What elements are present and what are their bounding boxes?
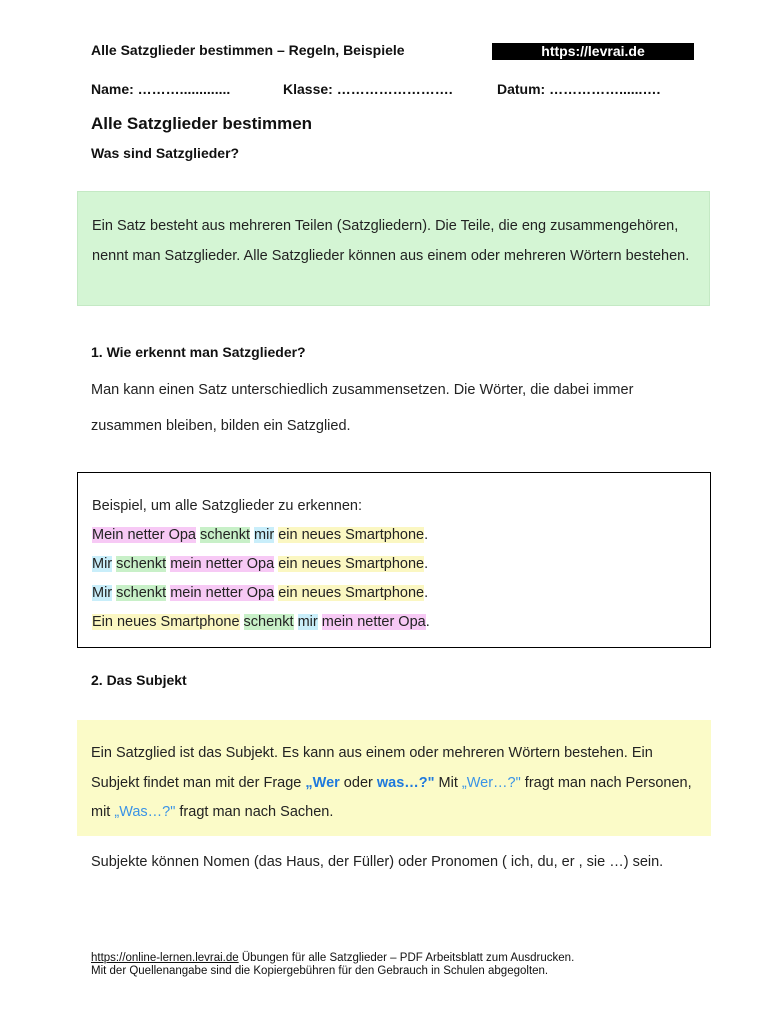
satzglied-green: schenkt [116, 556, 167, 572]
footer-line1: Übungen für alle Satzglieder – PDF Arbeitsblatt zum Ausdrucken. [238, 952, 575, 964]
question-was-example: „Was…?" [114, 804, 176, 820]
satzglied-green: schenkt [243, 614, 294, 630]
question-was: was…?" [376, 774, 435, 791]
satzglied-pink: Mein netter Opa [92, 527, 196, 543]
satzglied-yellow: ein neues Smartphone [278, 556, 425, 572]
satzglied-blue: Mir [92, 585, 113, 601]
separator: . [424, 527, 429, 543]
satzglied-green: schenkt [200, 527, 250, 543]
subject-box [77, 720, 711, 836]
separator: . [424, 556, 429, 572]
subject-text: Subjekte können Nomen (das Haus, der Füller) oder Pronomen ( ich, du, er , sie …) sein. [91, 854, 664, 870]
example-line [92, 556, 428, 572]
name-field: Name: ………............. [91, 81, 231, 97]
page-title: Alle Satzglieder bestimmen [91, 114, 313, 133]
satzglied-blue: mir [297, 614, 318, 630]
intro-text: Ein Satz besteht aus mehreren Teilen (Satzgliedern). Die Teile, die eng zusammengehören, nennt man Satzglieder. Alle Satzglieder können aus einem oder mehreren Wörtern bestehen. [92, 218, 690, 264]
separator [294, 614, 298, 630]
subject-text-part: oder [339, 774, 377, 791]
header-url-badge[interactable]: https://levrai.de [492, 43, 694, 60]
example-line [92, 614, 430, 630]
page-subtitle: Was sind Satzglieder? [91, 145, 240, 161]
satzglied-green: schenkt [116, 585, 167, 601]
klasse-field: Klasse: ……………………. [283, 81, 453, 97]
satzglied-pink: mein netter Opa [170, 585, 275, 601]
section-2-heading: 2. Das Subjekt [91, 672, 187, 688]
example-line [92, 527, 428, 543]
question-wer: „Wer [305, 774, 340, 791]
datum-field: Datum: ……………......…. [497, 81, 661, 97]
section-1-text: Man kann einen Satz unterschiedlich zusammensetzen. Die Wörter, die dabei immer zusammen bleiben, bilden ein Satzglied. [91, 382, 634, 434]
satzglied-pink: mein netter Opa [170, 556, 275, 572]
satzglied-blue: Mir [92, 556, 113, 572]
subject-box-text [91, 739, 701, 828]
satzglied-pink: mein netter Opa [321, 614, 426, 630]
satzglied-blue: mir [254, 527, 275, 543]
question-wer-example: „Wer…?" [461, 774, 521, 791]
satzglied-yellow: ein neues Smartphone [278, 527, 425, 543]
example-box [77, 472, 711, 648]
intro-box [77, 191, 710, 306]
subject-text-part: Mit [434, 774, 462, 791]
separator: . [425, 614, 430, 630]
subject-text-part: fragt man nach Sachen. [175, 804, 334, 820]
example-line [92, 585, 428, 601]
footer [91, 952, 574, 978]
subject-text-part: fragt man nach Personen, mit [91, 774, 692, 820]
footer-line2: Mit der Quellenangabe sind die Kopiergebühren für den Gebrauch in Schulen abgegolten. [91, 965, 549, 977]
example-intro: Beispiel, um alle Satzglieder zu erkennen: [92, 498, 363, 514]
satzglied-yellow: ein neues Smartphone [278, 585, 425, 601]
section-1-heading: 1. Wie erkennt man Satzglieder? [91, 344, 306, 360]
document-header-title: Alle Satzglieder bestimmen – Regeln, Beispiele [91, 42, 405, 58]
subject-text-part: Ein Satzglied ist das Subjekt. Es kann aus einem oder mehreren Wörtern bestehen. Ein Subjekt findet man mit der Frage [91, 745, 653, 791]
satzglied-yellow: Ein neues Smartphone [92, 614, 240, 630]
footer-link[interactable]: https://online-lernen.levrai.de [91, 952, 239, 964]
separator: . [424, 585, 429, 601]
separator [240, 614, 244, 630]
